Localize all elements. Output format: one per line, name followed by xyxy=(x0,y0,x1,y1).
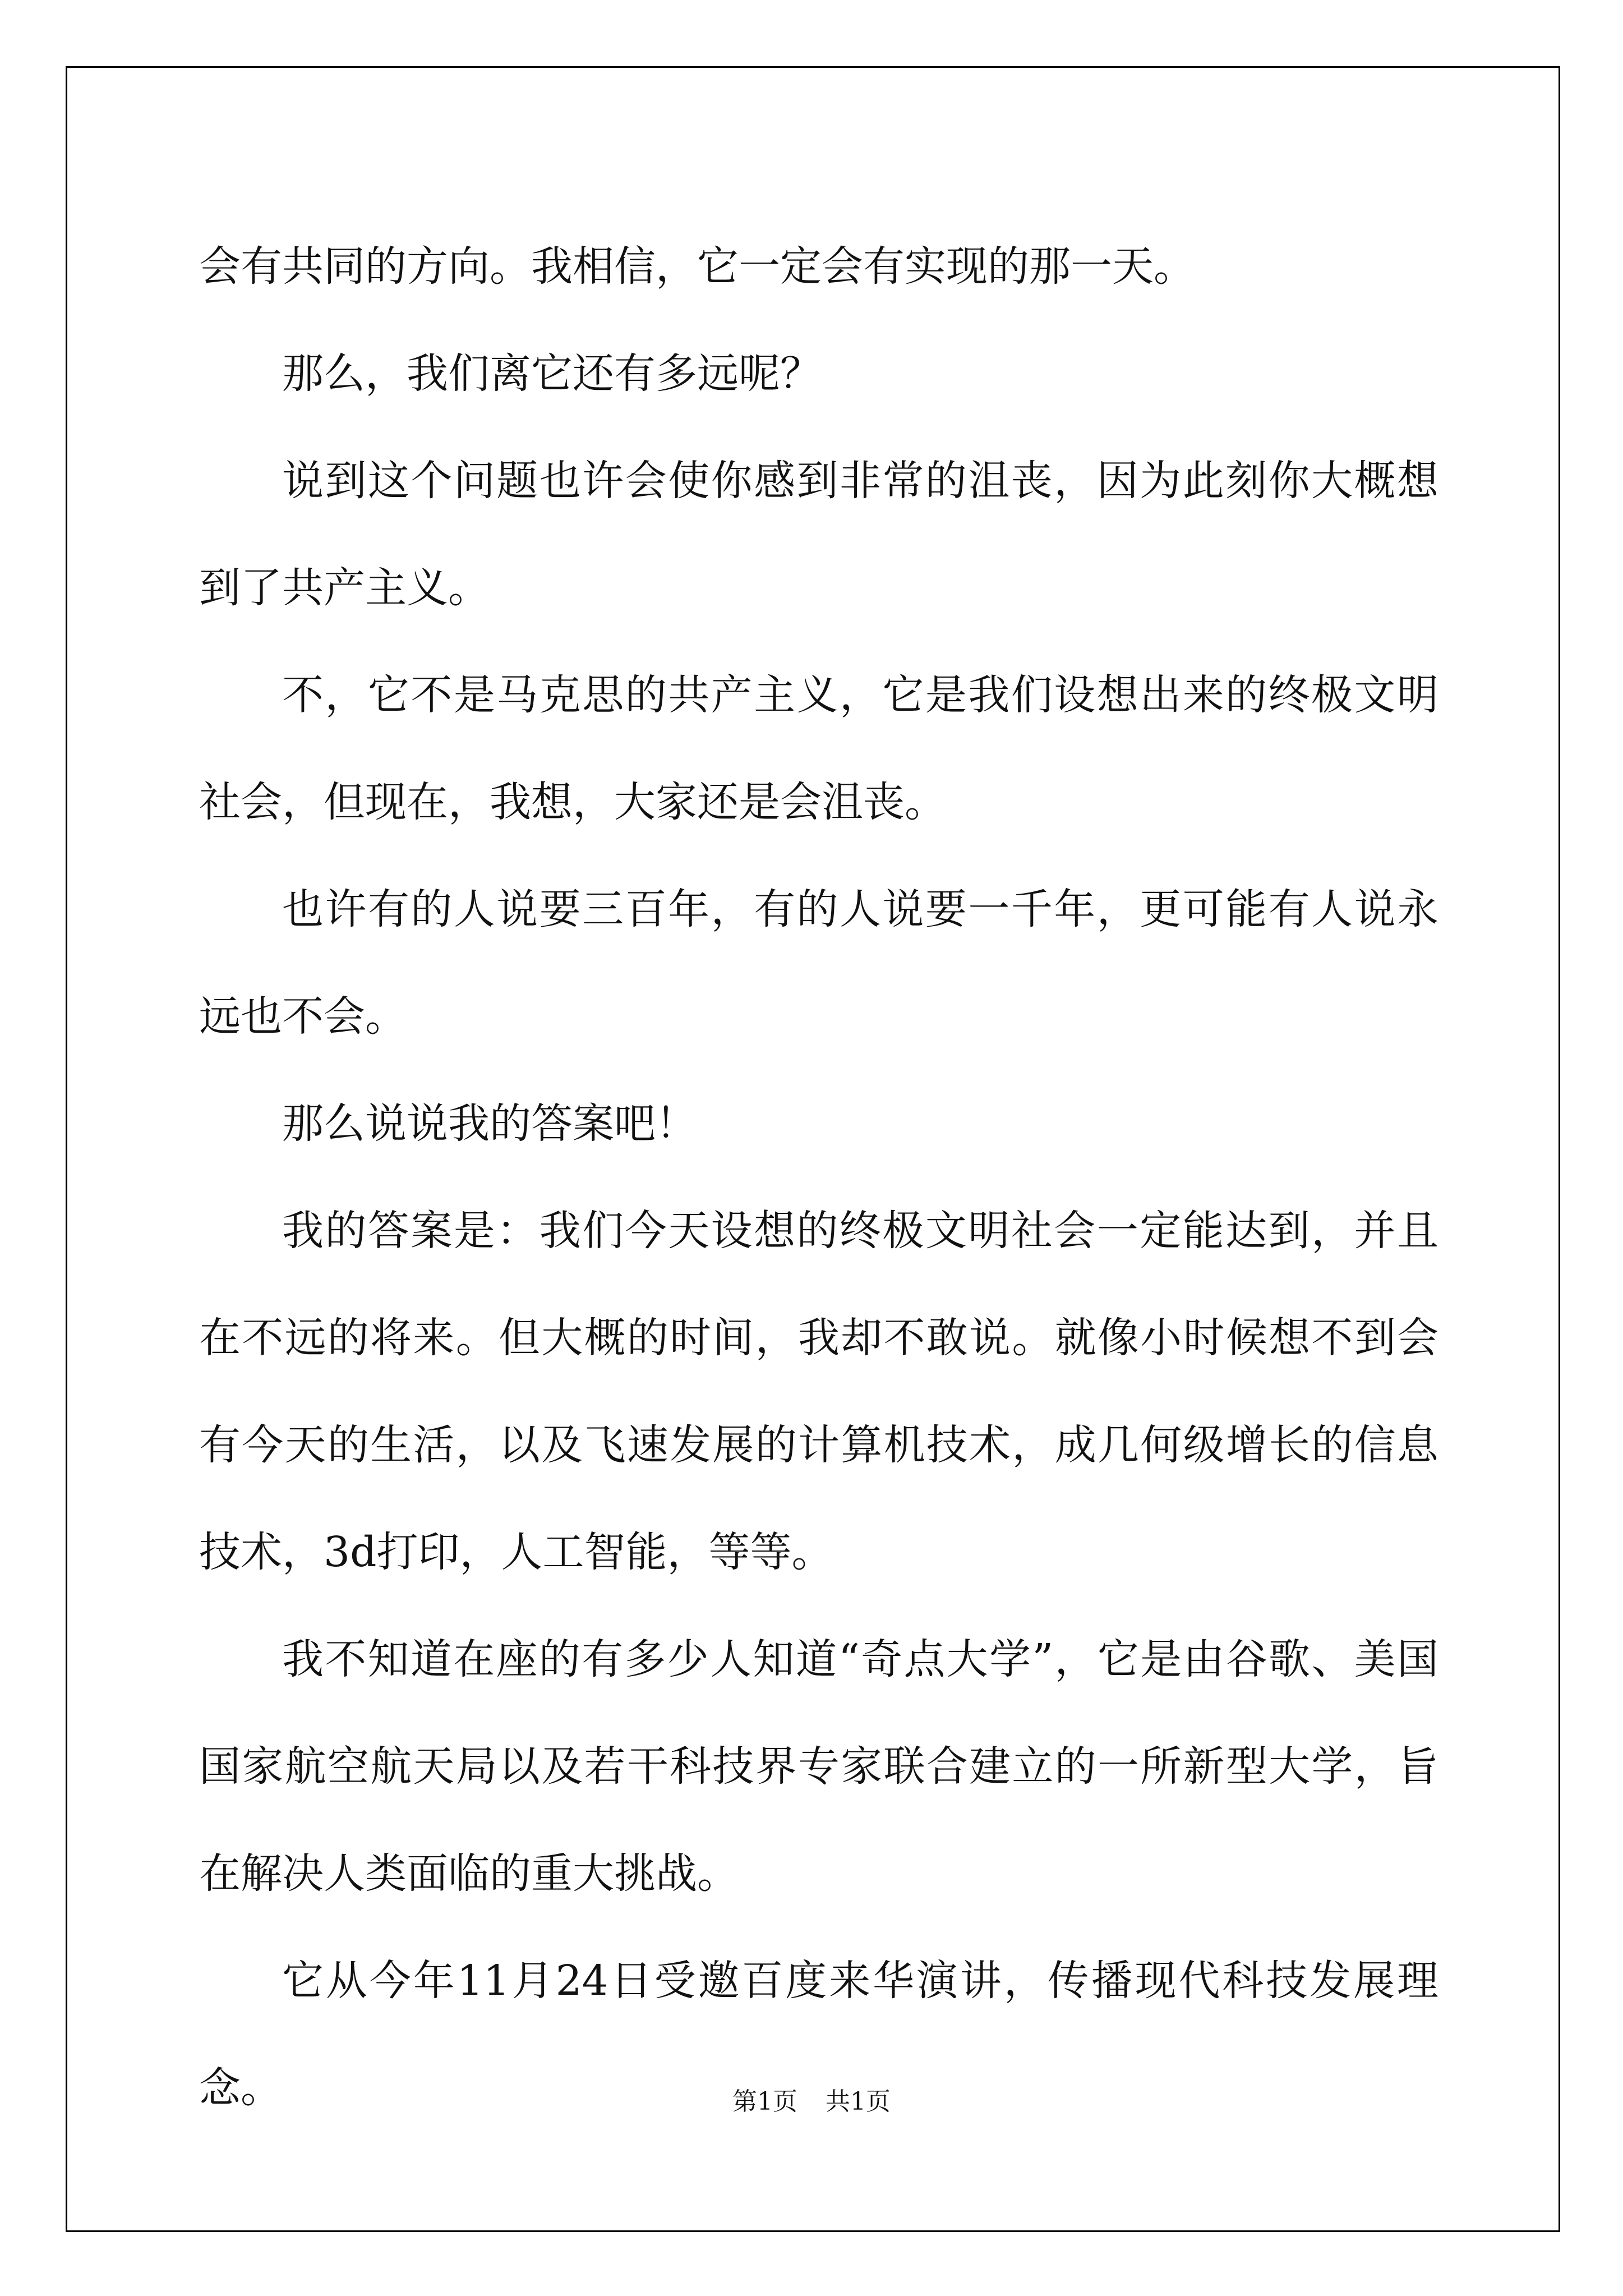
document-body xyxy=(199,213,1438,2142)
paragraph: 它从今年11月24日受邀百度来华演讲，传播现代科技发展理念。 xyxy=(199,1957,1438,2112)
paragraph: 也许有的人说要三百年，有的人说要一千年，更可能有人说永远也不会。 xyxy=(199,885,1438,1041)
paragraph: 那么，我们离它还有多远呢？ xyxy=(282,349,822,398)
paragraph: 那么说说我的答案吧！ xyxy=(282,1099,697,1148)
page-footer xyxy=(0,2085,1623,2119)
paragraph: 说到这个问题也许会使你感到非常的沮丧，因为此刻你大概想到了共产主义。 xyxy=(199,457,1438,612)
paragraph: 我的答案是：我们今天设想的终极文明社会一定能达到，并且在不远的将来。但大概的时间，我却不敢说。就像小时候想不到会有今天的生活，以及飞速发展的计算机技术，成几何级增长的信息技术，3d打印，人工智能，等等。 xyxy=(199,1207,1438,1576)
paragraph: 会有共同的方向。我相信，它一定会有实现的那一天。 xyxy=(199,242,1195,291)
paragraph: 不，它不是马克思的共产主义，它是我们设想出来的终极文明社会，但现在，我想，大家还是会沮丧。 xyxy=(199,671,1438,826)
page-number: 第1页 xyxy=(732,2087,797,2116)
page-total: 共1页 xyxy=(826,2087,891,2116)
paragraph: 我不知道在座的有多少人知道“奇点大学”，它是由谷歌、美国国家航空航天局以及若干科技界专家联合建立的一所新型大学，旨在解决人类面临的重大挑战。 xyxy=(199,1635,1438,1898)
